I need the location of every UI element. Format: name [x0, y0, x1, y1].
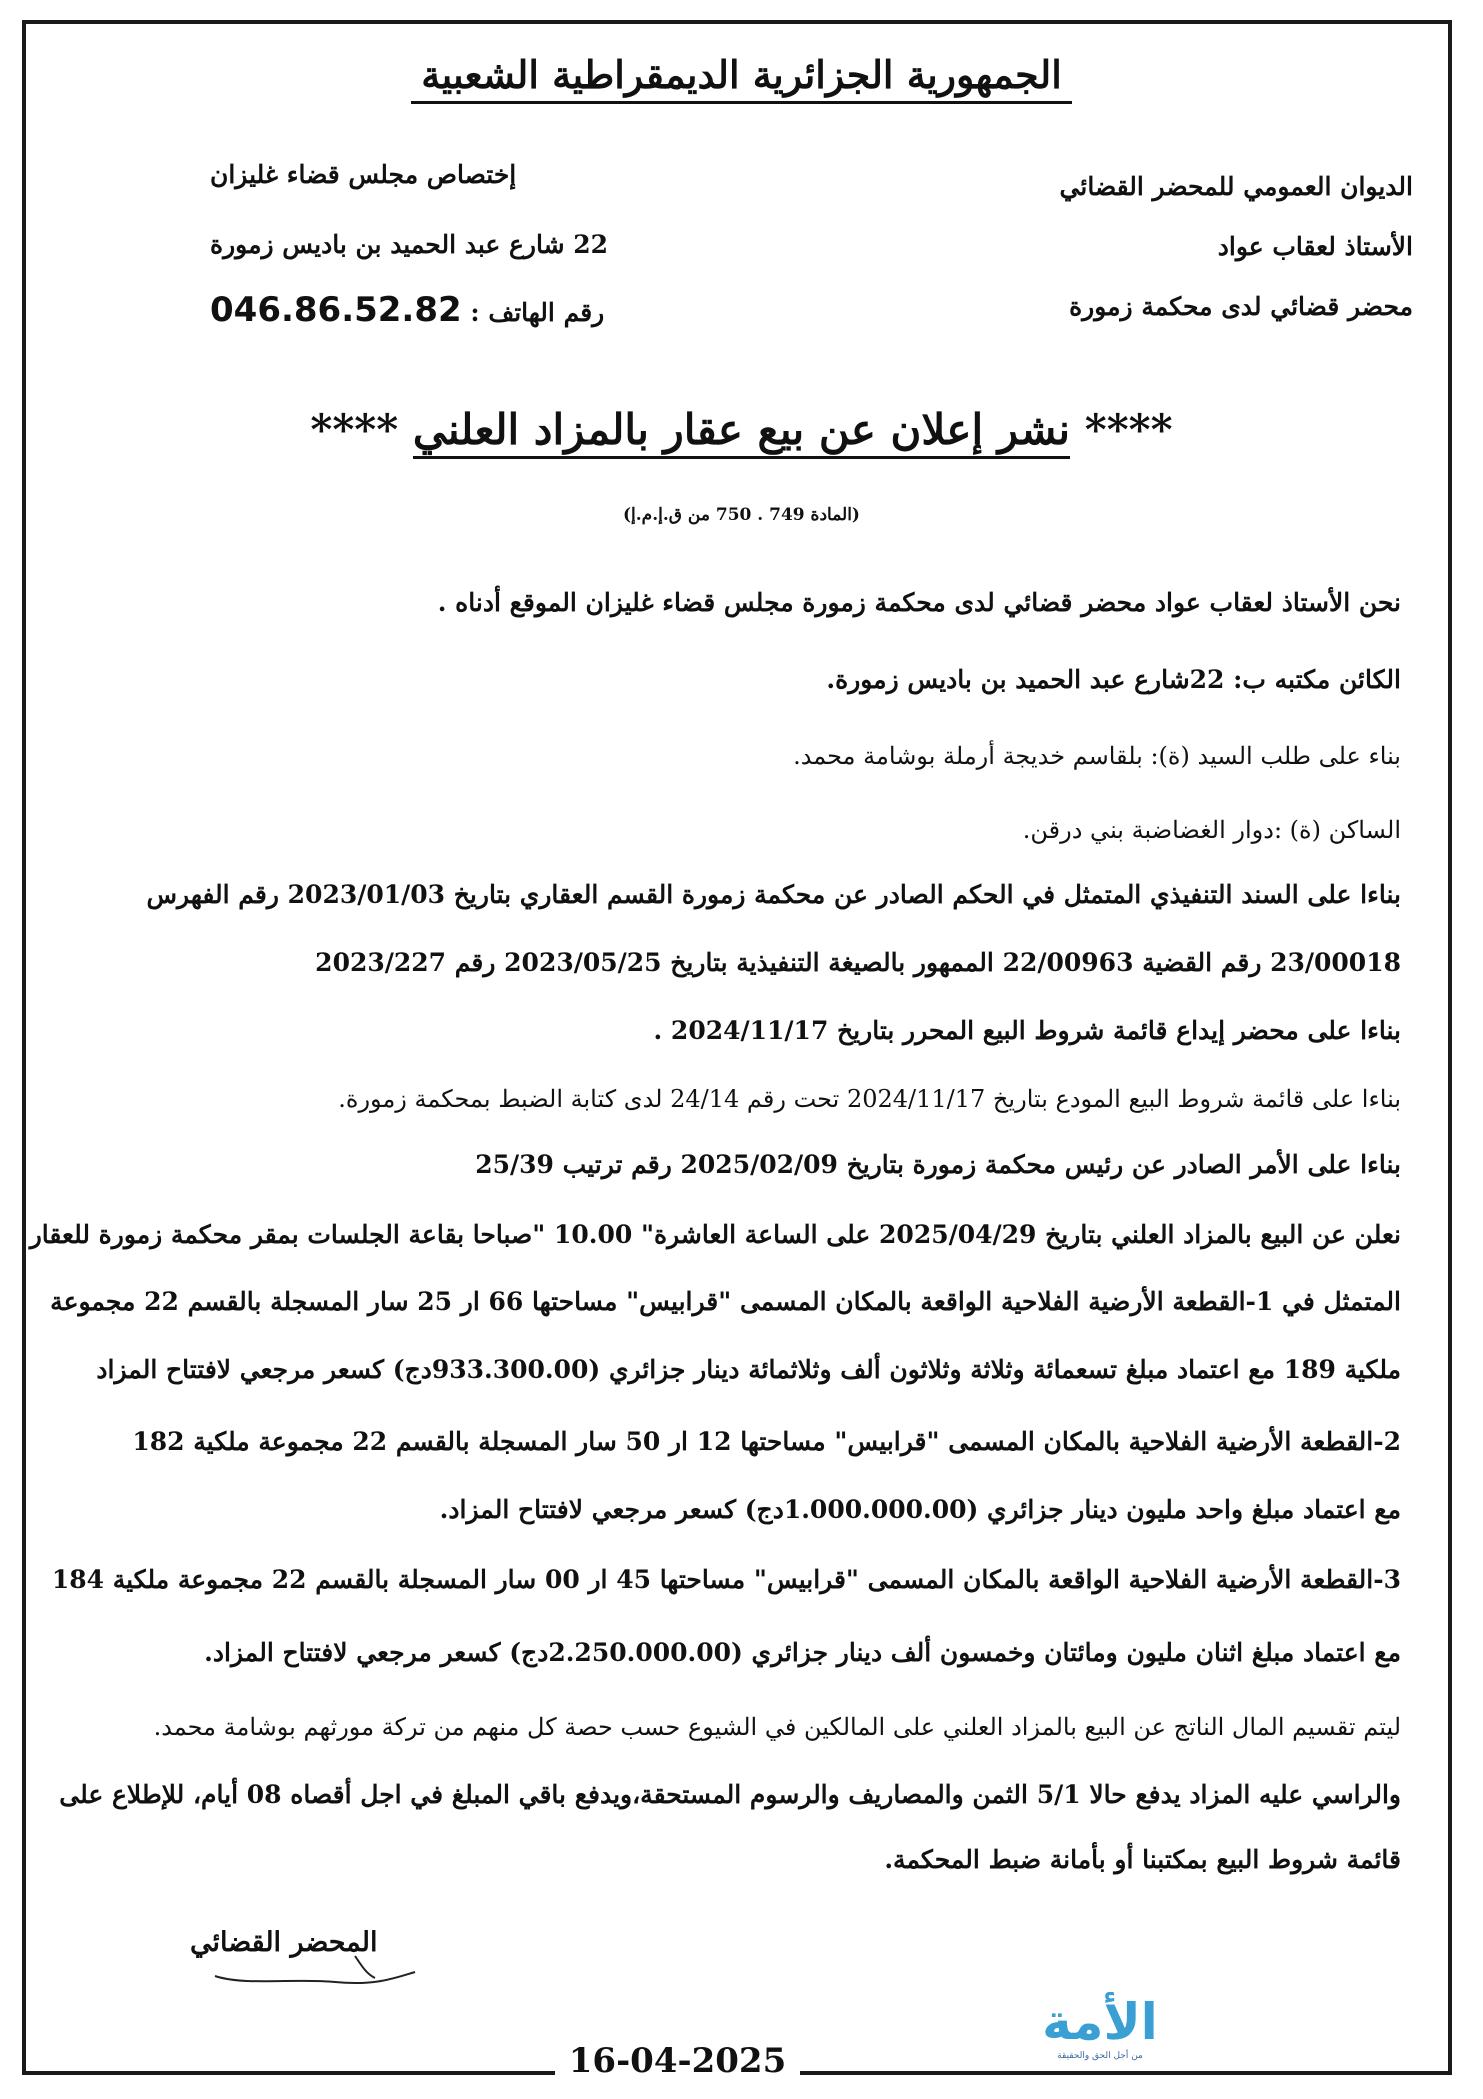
body-line: بناءا على قائمة شروط البيع المودع بتاريخ 2024/11/17 تحت رقم 24/14 لدى كتابة الضبط بمحكمة زمورة.: [338, 1085, 1401, 1113]
body-line: ملكية 189 مع اعتماد مبلغ تسعمائة وثلاثة وثلاثون ألف وثلاثمائة دينار جزائري (933.300.00دج) كسعر مرجعي لافتتاح المزاد: [96, 1355, 1401, 1384]
signature-scribble: [205, 1948, 425, 1988]
body-line: الكائن مكتبه ب: 22شارع عبد الحميد بن باديس زمورة.: [826, 665, 1401, 694]
body-line: 23/00018 رقم القضية 22/00963 الممهور بالصيغة التنفيذية بتاريخ 2023/05/25 رقم 2023/227: [315, 948, 1401, 977]
bailiff-court: محضر قضائي لدى محكمة زمورة: [1069, 292, 1413, 321]
republic-heading: الجمهورية الجزائرية الديمقراطية الشعبية: [0, 52, 1483, 97]
phone-number: 046.86.52.82: [210, 290, 462, 330]
body-line: والراسي عليه المزاد يدفع حالا 5/1 الثمن والمصاريف والرسوم المستحقة،ويدفع باقي المبلغ في اجل أقصاه 08 أيام، للإطلاع على: [59, 1780, 1401, 1809]
body-line: بناء على طلب السيد (ة): بلقاسم خديجة أرملة بوشامة محمد.: [793, 742, 1401, 770]
body-line: 2-القطعة الأرضية الفلاحية بالمكان المسمى "قرابيس" مساحتها 12 ار 50 سار المسجلة بالقسم 22 مجموعة ملكية 182: [132, 1427, 1401, 1456]
body-line: بناءا على محضر إيداع قائمة شروط البيع المحرر بتاريخ 2024/11/17 .: [653, 1016, 1401, 1045]
announcement-title: [0, 405, 1483, 454]
newspaper-logo: [1000, 1995, 1200, 2075]
logo-name: الأمة: [1042, 1993, 1158, 2051]
body-line: نعلن عن البيع بالمزاد العلني بتاريخ 2025/04/29 على الساعة العاشرة" 10.00 "صباحا بقاعة الجلسات بمقر محكمة زمورة للعقار: [29, 1220, 1401, 1249]
body-line: ليتم تقسيم المال الناتج عن البيع بالمزاد العلني على المالكين في الشيوع حسب حصة كل منهم من تركة مورثهم بوشامة محمد.: [153, 1713, 1401, 1741]
title-text: نشر إعلان عن بيع عقار بالمزاد العلني: [413, 405, 1070, 459]
body-line: المتمثل في 1-القطعة الأرضية الفلاحية الواقعة بالمكان المسمى "قرابيس" مساحتها 66 ار 25 سار المسجلة بالقسم 22 مجموعة: [50, 1287, 1401, 1316]
title-stars-right: ****: [1084, 405, 1173, 454]
body-line: قائمة شروط البيع بمكتبنا أو بأمانة ضبط المحكمة.: [884, 1845, 1401, 1874]
logo-tagline: من أجل الحق والحقيقة: [1057, 2051, 1143, 2061]
jurisdiction: إختصاص مجلس قضاء غليزان: [210, 160, 517, 189]
office-name: الديوان العمومي للمحضر القضائي: [1059, 172, 1413, 201]
bailiff-name: الأستاذ لعقاب عواد: [1217, 232, 1413, 261]
body-line: 3-القطعة الأرضية الفلاحية الواقعة بالمكان المسمى "قرابيس" مساحتها 45 ار 00 سار المسجلة بالقسم 22 مجموعة ملكية 184: [51, 1565, 1401, 1594]
body-line: بناءا على الأمر الصادر عن رئيس محكمة زمورة بتاريخ 2025/02/09 رقم ترتيب 25/39: [475, 1150, 1401, 1179]
body-line: مع اعتماد مبلغ اثنان مليون ومائتان وخمسون ألف دينار جزائري (2.250.000.00دج) كسعر مرجعي لافتتاح المزاد.: [204, 1638, 1401, 1667]
signature-label: المحضر القضائي: [190, 1927, 378, 1958]
title-stars-left: ****: [310, 405, 399, 454]
office-address: 22 شارع عبد الحميد بن باديس زمورة: [210, 230, 609, 259]
body-line: بناءا على السند التنفيذي المتمثل في الحكم الصادر عن محكمة زمورة القسم العقاري بتاريخ 2023/01/03 رقم الفهرس: [146, 880, 1401, 909]
body-line: الساكن (ة) :دوار الغضاضبة بني درقن.: [1022, 816, 1401, 844]
phone-label: رقم الهاتف :: [470, 298, 605, 327]
publication-date: 16-04-2025: [555, 2040, 800, 2082]
body-line: مع اعتماد مبلغ واحد مليون دينار جزائري (1.000.000.00دج) كسعر مرجعي لافتتاح المزاد.: [439, 1495, 1401, 1524]
body-line: نحن الأستاذ لعقاب عواد محضر قضائي لدى محكمة زمورة مجلس قضاء غليزان الموقع أدناه .: [437, 588, 1401, 617]
legal-article: (المادة 749 . 750 من ق.إ.م.إ): [623, 505, 860, 525]
phone-line: [210, 290, 604, 330]
